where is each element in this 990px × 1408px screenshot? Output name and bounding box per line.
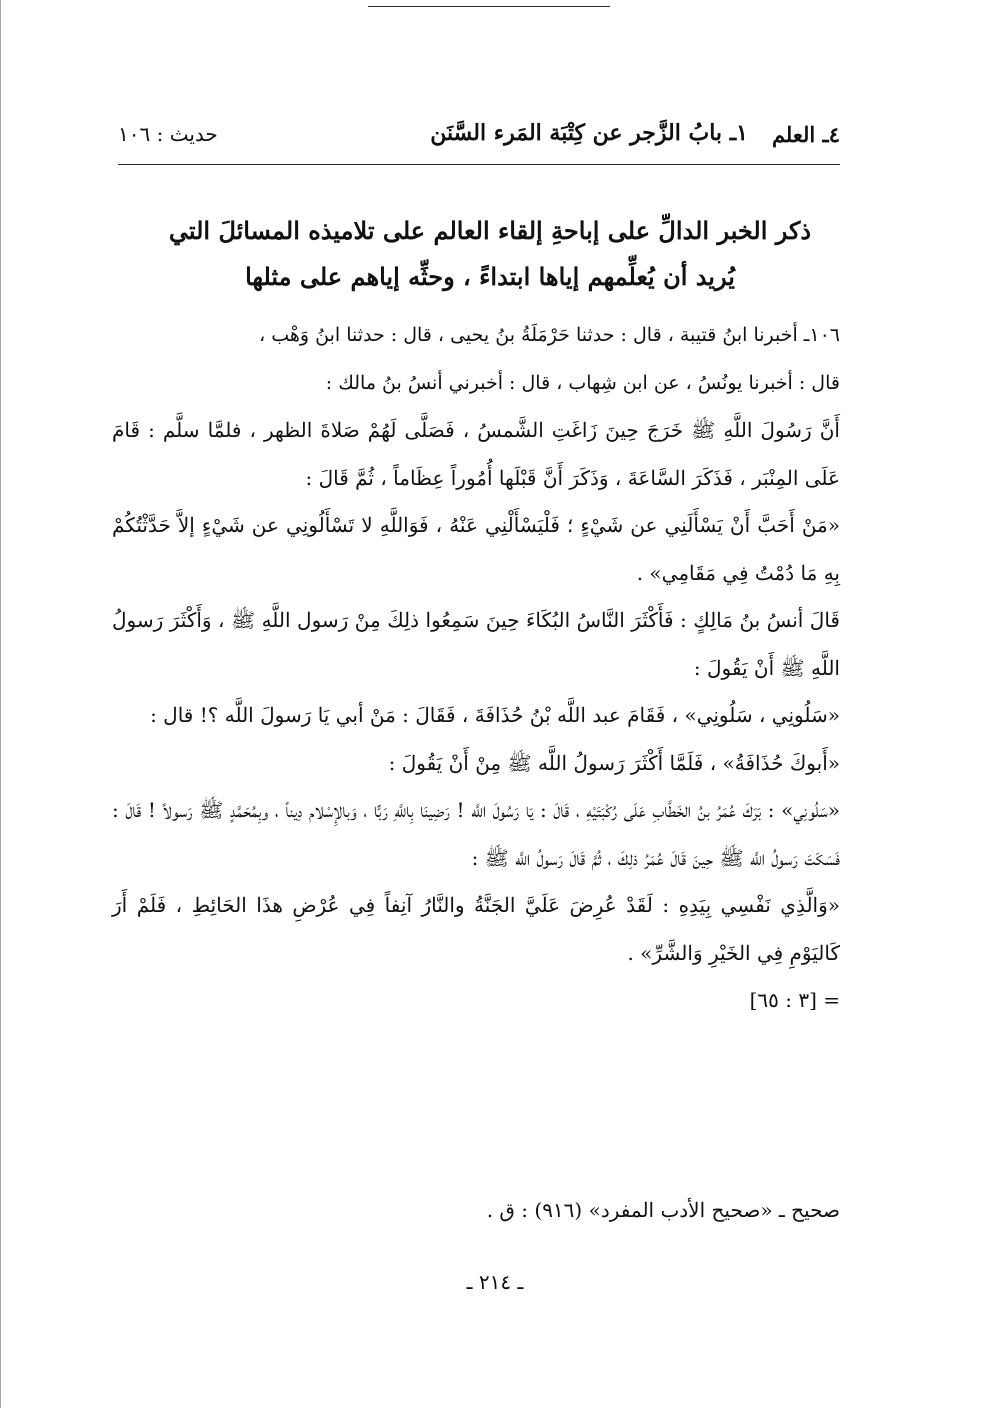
matn-paragraph-1: أَنَّ رَسُولَ اللَّهِ ﷺ خَرَجَ حِينَ زَاغَتِ الشَّمسُ ، فَصَلَّى لَهُمْ صَلاةَ الظهر ، فلمَّا سلَّم : قَامَ عَلَى المِنْبَر ، فَذَكَرَ السَّاعَةَ ، وَذَكَرَ أَنَّ قَبْلَها أُمُوراً عِظَاماً ، ثُمَّ قَالَ :: [112, 418, 840, 490]
header-chapter: ٤ـ العلم: [771, 122, 840, 147]
top-rule: [368, 6, 610, 7]
isnad-line-2: قال : أخبرنا يونُسُ ، عن ابن شِهاب ، قال : أخبرني أنسُ بنُ مالك :: [325, 371, 840, 394]
grading-note: صحيح ـ «صحيح الأدب المفرد» (٩١٦) : ق .: [486, 1198, 840, 1222]
hadith-body: [112, 312, 840, 1025]
matn-paragraph-5: «أَبوكَ حُذَافَةُ» ، فَلَمَّا أَكْثَرَ رَسولُ اللَّه ﷺ مِنْ أَنْ يَقُولَ :: [388, 750, 840, 775]
matn-paragraph-7: «وَالَّذِي نَفْسِي بِيَدِهِ : لَقَدْ عُرِضَ عَلَيَّ الجَنَّةُ والنَّارُ آنِفاً فِي عُرْضِ هذَا الحَائِطِ ، فَلَمْ أَرَ كَاليَوْمِ فِي الخَيْرِ وَالشَّرِّ» .: [112, 893, 840, 965]
matn-paragraph-4: «سَلُونِي ، سَلُونِي» ، فَقَامَ عبد اللَّه بْنُ حُذَافَةَ ، فَقَالَ : مَنْ أبي يَا رَسولَ اللَّه ؟! قال :: [150, 703, 840, 727]
isnad-line-1: ١٠٦ـ أخبرنا ابنُ قتيبة ، قال : حدثنا حَرْمَلَةُ بنُ يحيى ، قال : حدثنا ابنُ وَهْب ،: [259, 324, 840, 346]
page-edge: [0, 0, 1, 1408]
matn-paragraph-2: «مَنْ أَحَبَّ أَنْ يَسْأَلَنِي عن شَيْءٍ ؛ فَلْيَسْأَلْنِي عَنْهُ ، فَوَاللَّهِ لا تَسْأَلُونِي عن شَيْءٍ إلاَّ حَدَّثْتُكُمْ بِهِ مَا دُمْتُ فِي مَقَامِي» .: [112, 513, 840, 585]
matn-paragraph-6: «سَلُونِي» : بَرَكَ عُمَرُ بنُ الخَطَّابِ عَلَى رُكْبَتَيْهِ ، قَالَ : يَا رَسُولَ اللَّه ! رَضِينَا بِاللَّهِ رَبًّا ، وَبالإِسْلام دِيناً ، وبِمُحَمَّدٍ ﷺ رَسولاً ! قَالَ : فَسَكَتَ رَسولُ اللَّه ﷺ حِينَ قَالَ عُمَرُ ذلِكَ ، ثُمَّ قَالَ رَسولُ اللَّه ﷺ :: [112, 798, 841, 870]
header-hadith-number: حديث : ١٠٦: [118, 122, 218, 146]
running-header: [118, 120, 840, 152]
section-title: [140, 208, 840, 300]
title-line-2: يُريد أن يُعلِّمهم إياها ابتداءً ، وحثِّه إياهم على مثلها: [245, 262, 735, 291]
matn-paragraph-3: قَالَ أنسُ بنُ مَالِكٍ : فَأَكْثَرَ النَّاسُ البُكَاءَ حِينَ سَمِعُوا ذلِكَ مِنْ رَسول اللَّهِ ﷺ ، وَأَكْثَرَ رَسولُ اللَّهِ ﷺ أَنْ يَقُولَ :: [112, 608, 840, 680]
page-number: ـ ٢١٤ ـ: [466, 1270, 524, 1294]
cross-reference: = [٣ : ٦٥]: [749, 988, 840, 1012]
header-divider: [118, 164, 840, 165]
title-line-1: ذكر الخبر الدالِّ على إباحةِ إلقاء العالم على تلاميذه المسائلَ التي: [168, 216, 812, 245]
header-bab-title: ١ـ بابُ الزَّجر عن كِتْبَة المَرء السَّنَن: [430, 120, 748, 146]
